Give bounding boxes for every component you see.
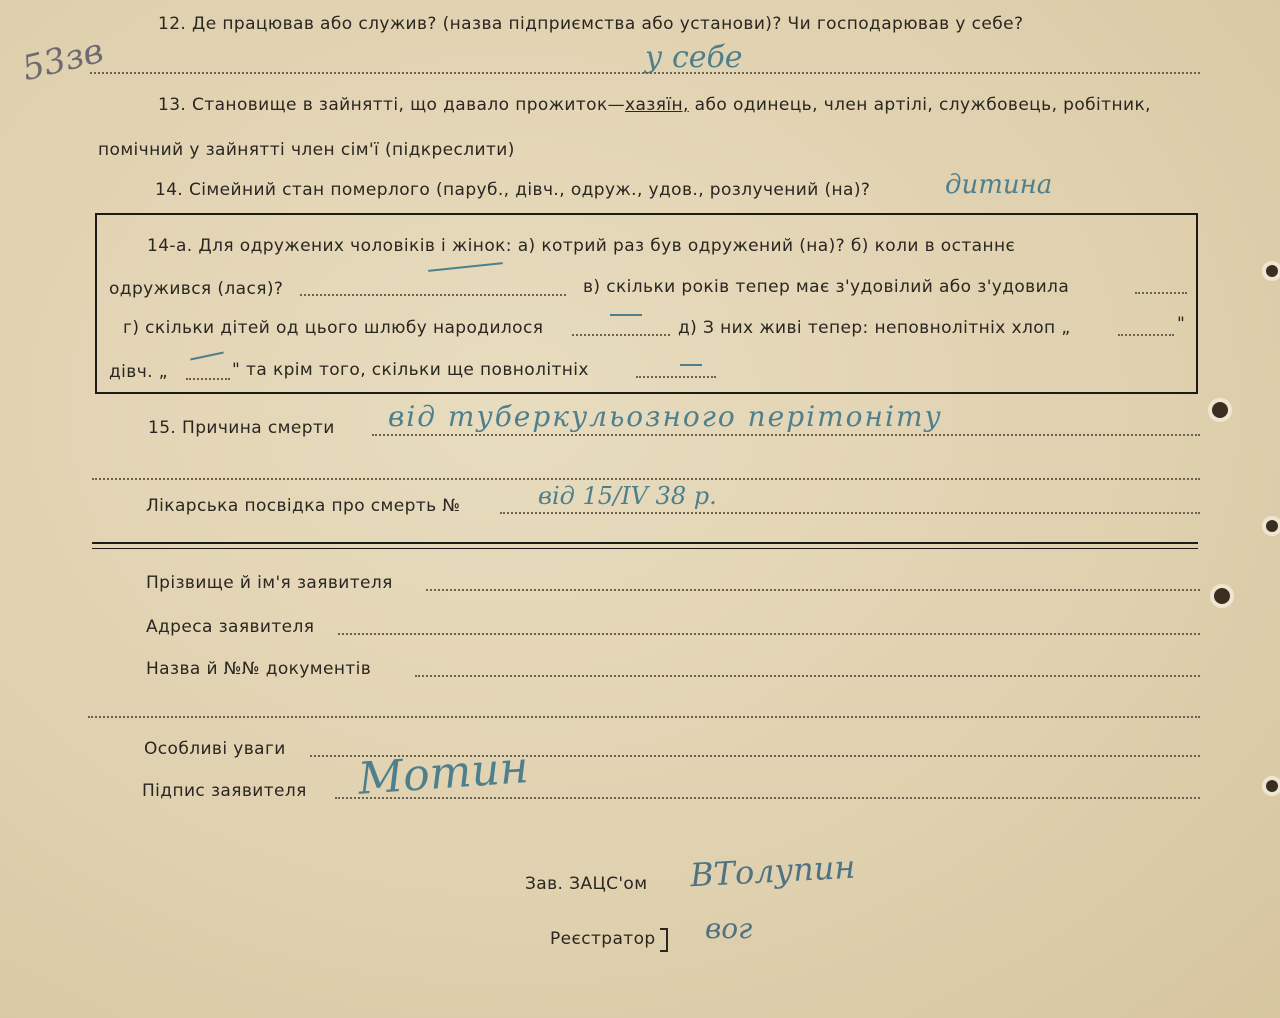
registrar-bracket (660, 928, 668, 952)
medical-answer: від 15/IV 38 р. (538, 482, 717, 510)
q14-answer: дитина (945, 170, 1053, 200)
q14a-line4b: " та крім того, скільки ще повнолітніх (232, 360, 589, 380)
q15-answer: від туберкульозного перітоніту (388, 400, 943, 433)
q14a-line3c: " (1177, 314, 1186, 334)
q14a-line2-dots-1 (300, 294, 566, 296)
q12-label: 12. Де працював або служив? (назва підприємства або установи)? Чи господарював у себе? (158, 14, 1024, 34)
q13-label (158, 95, 1151, 115)
q13-underlined: хазяїн, (625, 95, 689, 115)
binder-hole (1214, 588, 1230, 604)
applicant-signature: Мотин (356, 742, 531, 805)
applicant-address-line (338, 633, 1200, 635)
q14a-line3-dots-1 (572, 334, 670, 336)
applicant-signature-label: Підпис заявителя (142, 781, 307, 801)
q14a-line4-dots-1 (186, 378, 230, 380)
q14a-line2b: в) скільки років тепер має з'удовілий або з'удовила (583, 277, 1070, 297)
binder-hole (1266, 780, 1278, 792)
applicant-docs-line-2 (88, 716, 1200, 718)
q13-label-c: помічний у зайнятті член сім'ї (підкреслити) (98, 140, 515, 160)
q15-label: 15. Причина смерти (148, 418, 335, 438)
q13-label-a: 13. Становище в зайнятті, що давало прожиток— (158, 95, 626, 115)
margin-note: 53зв (18, 30, 108, 90)
q14a-line4a: дівч. „ (109, 362, 168, 382)
registrar-label: Реєстратор (550, 929, 656, 949)
q14a-line3a: г) скільки дітей од цього шлюбу народилося (123, 318, 544, 338)
applicant-docs-label: Назва й №№ документів (146, 659, 372, 679)
q14a-line2-dots-2 (1135, 292, 1187, 294)
q15-line (372, 434, 1200, 436)
q14a-line4-dots-2 (636, 376, 716, 378)
q14a-line1: 14-а. Для одружених чоловіків і жінок: а) котрий раз був одружений (на)? б) коли в останнє (147, 236, 1016, 256)
medical-line (500, 512, 1200, 514)
q14a-dash-4 (680, 364, 702, 366)
q14a-line3b: д) З них живі тепер: неповнолітніх хлоп „ (678, 318, 1071, 338)
q14-label: 14. Сімейний стан померлого (паруб., дівч., одруж., удов., розлучений (на)? (155, 180, 871, 200)
binder-hole (1266, 265, 1278, 277)
head-signature: ВТолупин (689, 847, 857, 895)
applicant-notes-label: Особливі уваги (144, 739, 286, 759)
q14a-line2a: одружився (лася)? (109, 279, 284, 299)
applicant-name-line (426, 589, 1200, 591)
applicant-name-label: Прізвище й ім'я заявителя (146, 573, 393, 593)
divider-thick (92, 542, 1198, 544)
binder-hole (1266, 520, 1278, 532)
q14a-dash-2 (610, 314, 642, 316)
registrar-signature: вог (705, 912, 753, 945)
head-label: Зав. ЗАЦС'ом (525, 874, 648, 894)
q15-line-2 (92, 478, 1200, 480)
q13-label-b: або одинець, член артілі, службовець, робітник, (688, 95, 1151, 115)
q12-answer: у себе (645, 40, 743, 75)
applicant-address-label: Адреса заявителя (146, 617, 315, 637)
q14a-line3-dots-2 (1118, 334, 1174, 336)
q12-line (90, 72, 1200, 74)
binder-hole (1212, 402, 1228, 418)
applicant-docs-line (415, 675, 1200, 677)
divider-thin (92, 548, 1198, 549)
medical-label: Лікарська посвідка про смерть № (146, 496, 461, 516)
